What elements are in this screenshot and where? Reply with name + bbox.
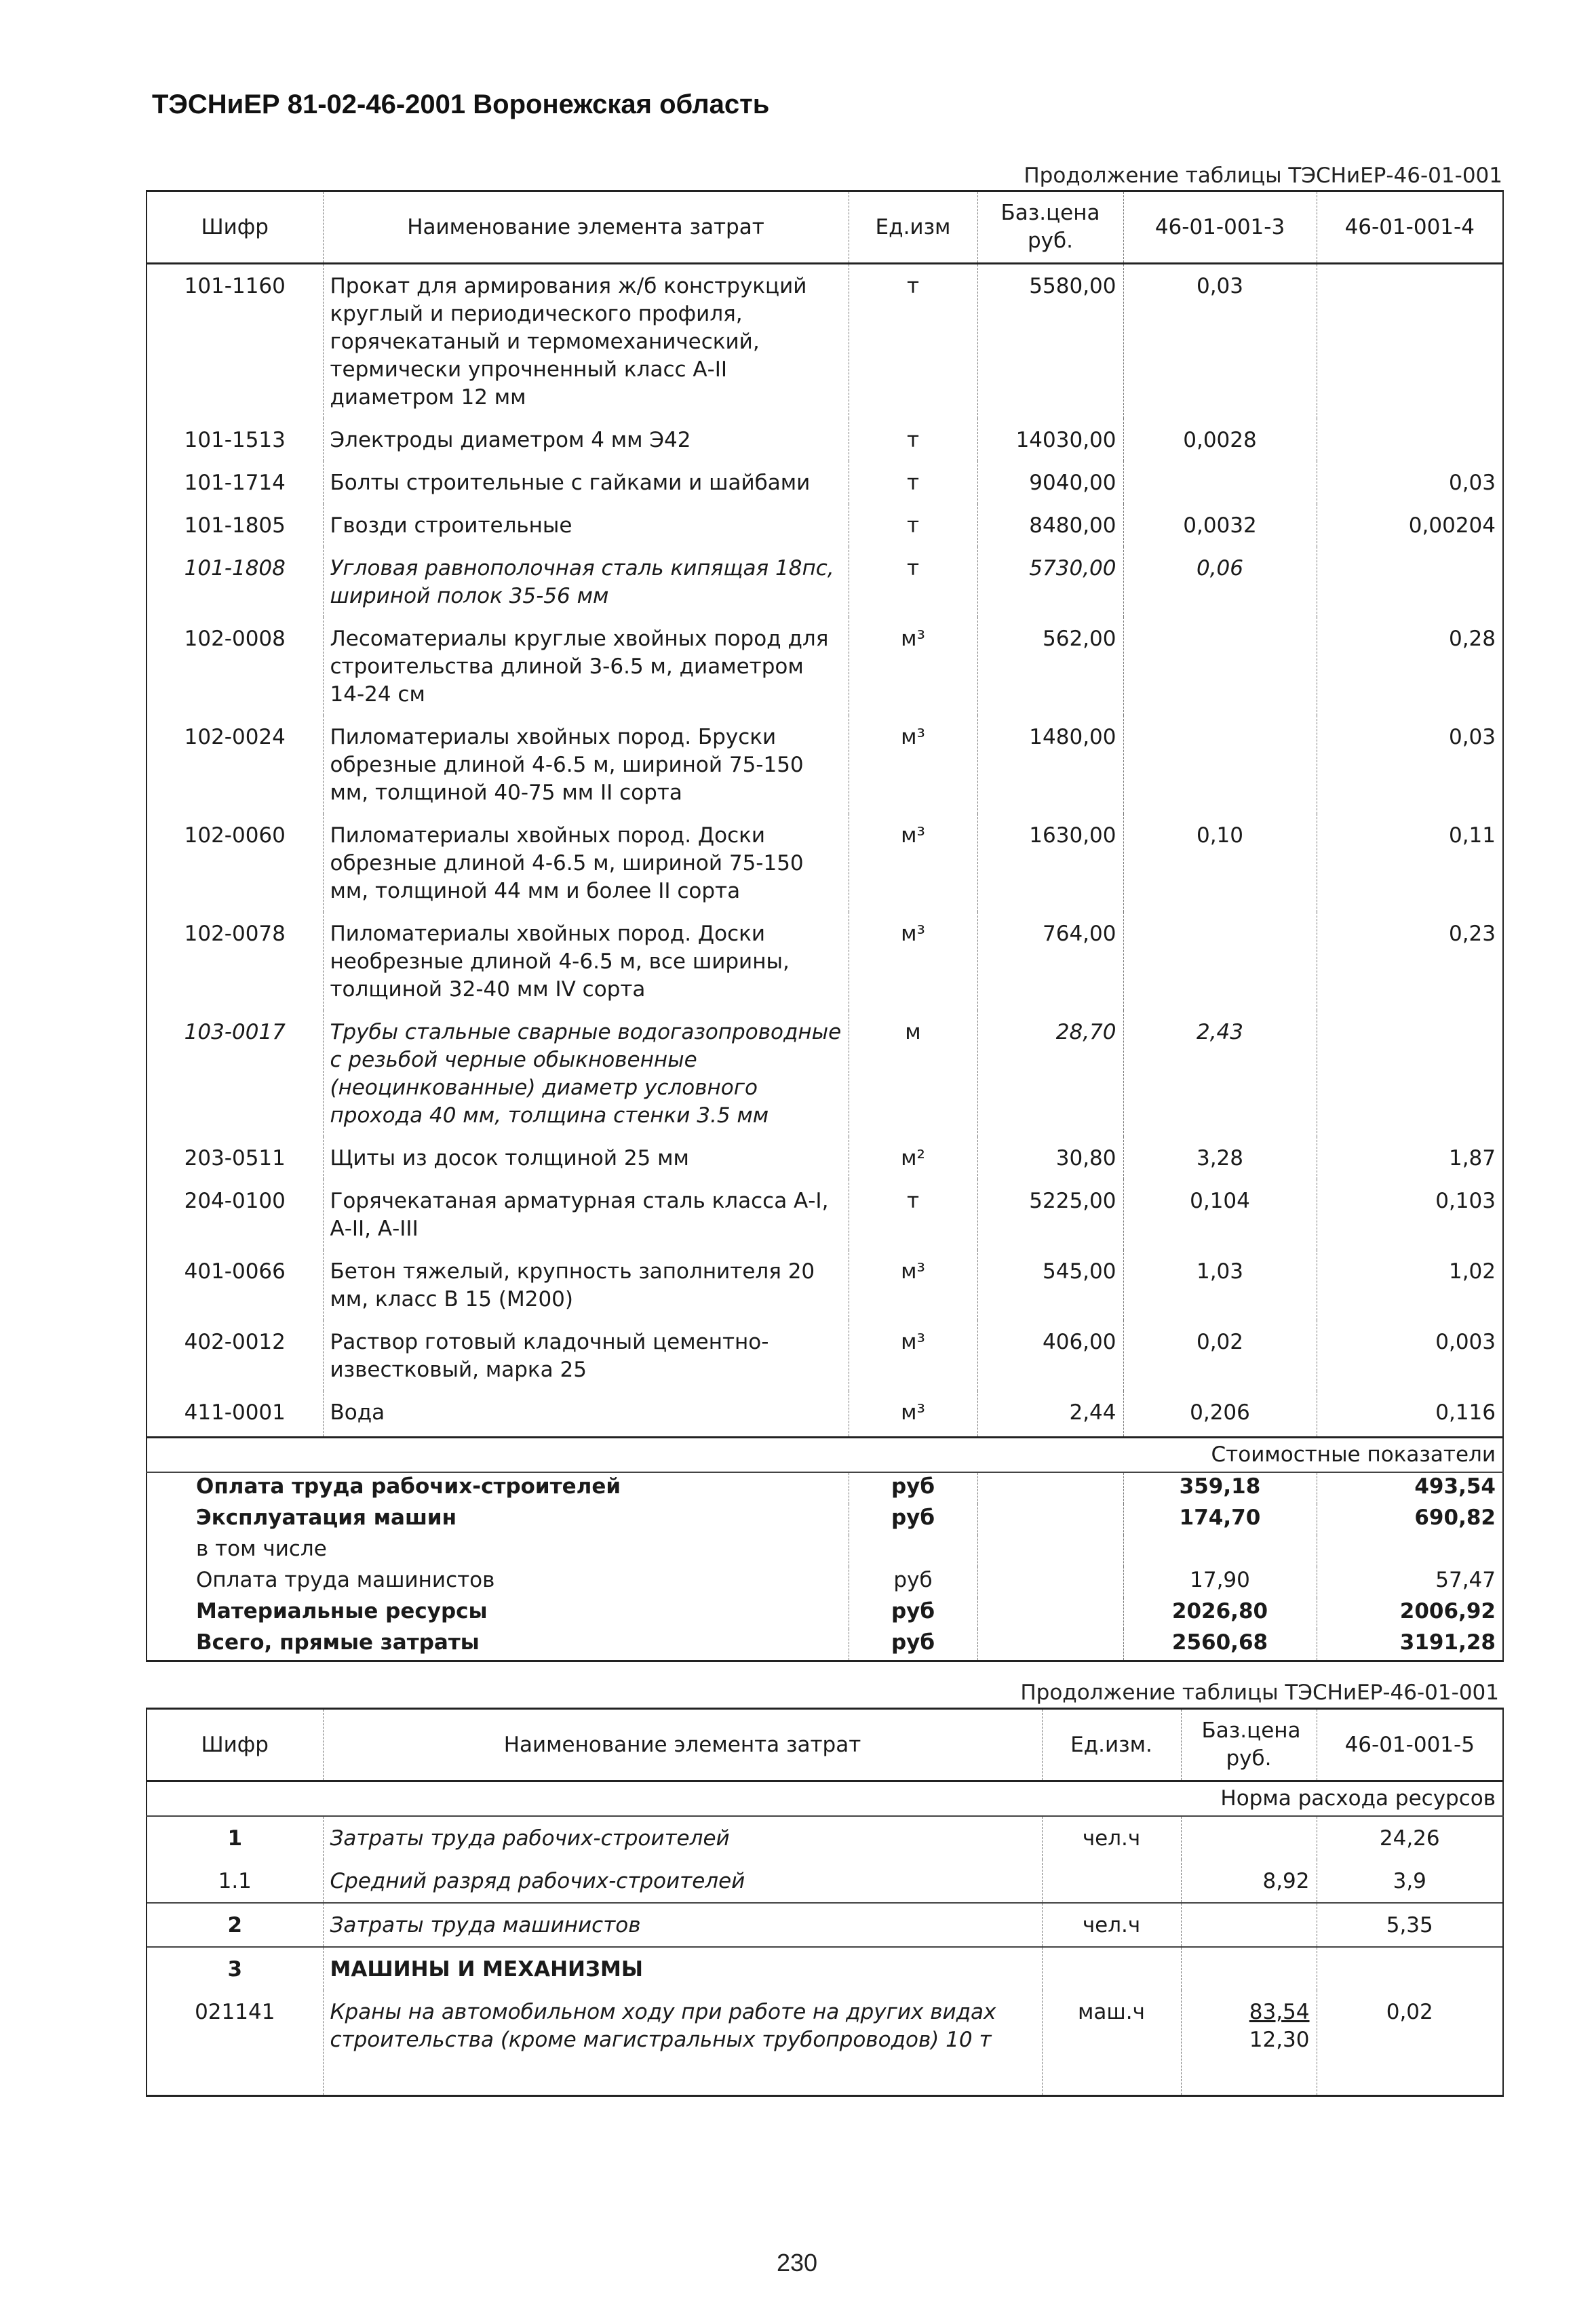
cell-value-1: 0,104 <box>1123 1179 1317 1250</box>
cell-price: 1480,00 <box>977 715 1123 814</box>
cell-value-2: 0,11 <box>1317 814 1503 912</box>
table-row <box>147 264 1503 419</box>
cell-code: 1 <box>147 1816 323 1859</box>
cell-name: Гвозди строительные <box>323 504 849 547</box>
cell-value-2 <box>1317 1010 1503 1137</box>
summary-empty <box>977 1472 1123 1504</box>
cell-code: 401-0066 <box>147 1250 323 1320</box>
summary-row <box>147 1472 1503 1504</box>
resources-table-2 <box>146 1708 1504 2097</box>
page-number: 230 <box>776 2249 818 2277</box>
cell-price: 2,44 <box>977 1391 1123 1438</box>
cell-value-2: 0,00204 <box>1317 504 1503 547</box>
summary-value-2: 3191,28 <box>1317 1629 1503 1661</box>
summary-value-2: 2006,92 <box>1317 1598 1503 1629</box>
table-row <box>147 1816 1503 1859</box>
cell-price: 5580,00 <box>977 264 1123 419</box>
cell-name: Угловая равнополочная сталь кипящая 18пс, шириной полок 35-56 мм <box>323 547 849 617</box>
table2-caption: Продолжение таблицы ТЭСНиЕР-46-01-001 <box>1020 1680 1499 1705</box>
summary-row <box>147 1535 1503 1567</box>
cell-code: 101-1160 <box>147 264 323 419</box>
summary-label: в том числе <box>147 1535 849 1567</box>
cell-value-1 <box>1317 1947 1503 1990</box>
cell-value-2: 1,87 <box>1317 1137 1503 1179</box>
cell-unit: чел.ч <box>1042 1903 1181 1947</box>
summary-label: Оплата труда рабочих-строителей <box>147 1472 849 1504</box>
cell-price: 30,80 <box>977 1137 1123 1179</box>
cell-unit: м³ <box>849 715 977 814</box>
cell-unit: м <box>849 1010 977 1137</box>
cell-value-2: 0,03 <box>1317 461 1503 504</box>
cell-price: 8480,00 <box>977 504 1123 547</box>
cell-price: 545,00 <box>977 1250 1123 1320</box>
cell-value-2: 1,02 <box>1317 1250 1503 1320</box>
cell-value-1: 5,35 <box>1317 1903 1503 1947</box>
cell-value-1 <box>1123 912 1317 1010</box>
cell-value-2 <box>1317 264 1503 419</box>
summary-empty <box>977 1535 1123 1567</box>
cell-unit: м³ <box>849 617 977 715</box>
table-row <box>147 1250 1503 1320</box>
cell-name: Затраты труда машинистов <box>323 1903 1042 1947</box>
table-row <box>147 715 1503 814</box>
cell-price: 562,00 <box>977 617 1123 715</box>
cell-unit: т <box>849 461 977 504</box>
cell-value-1: 0,02 <box>1317 1990 1503 2096</box>
cell-code: 2 <box>147 1903 323 1947</box>
cell-name: Затраты труда рабочих-строителей <box>323 1816 1042 1859</box>
cell-name: Болты строительные с гайками и шайбами <box>323 461 849 504</box>
cell-name: Бетон тяжелый, крупность заполнителя 20 мм, класс В 15 (М200) <box>323 1250 849 1320</box>
cell-name: Раствор готовый кладочный цементно-известковый, марка 25 <box>323 1320 849 1391</box>
cell-price <box>1181 1859 1317 1903</box>
cell-code: 402-0012 <box>147 1320 323 1391</box>
cell-price: 9040,00 <box>977 461 1123 504</box>
table-row <box>147 1990 1503 2096</box>
table-row <box>147 617 1503 715</box>
cell-value-2: 0,003 <box>1317 1320 1503 1391</box>
cell-price: 28,70 <box>977 1010 1123 1137</box>
cell-code: 103-0017 <box>147 1010 323 1137</box>
summary-label: Всего, прямые затраты <box>147 1629 849 1661</box>
table-row <box>147 1947 1503 1990</box>
header-code: Шифр <box>147 191 323 264</box>
header-col1: 46-01-001-3 <box>1123 191 1317 264</box>
cell-name: Прокат для армирования ж/б конструкций круглый и периодического профиля, горячекатаный и термомеханический, термически упрочненный класс А-II диаметром 12 мм <box>323 264 849 419</box>
cell-value-1: 0,10 <box>1123 814 1317 912</box>
header-code: Шифр <box>147 1709 323 1781</box>
header-name: Наименование элемента затрат <box>323 1709 1042 1781</box>
header-unit: Ед.изм <box>849 191 977 264</box>
cell-value-2 <box>1317 547 1503 617</box>
cell-value-1: 0,0028 <box>1123 418 1317 461</box>
cell-name: Вода <box>323 1391 849 1438</box>
cell-price <box>1181 1903 1317 1947</box>
cell-code: 204-0100 <box>147 1179 323 1250</box>
cell-name: Краны на автомобильном ходу при работе на других видах строительства (кроме магистральных трубопроводов) 10 т <box>323 1990 1042 2096</box>
cell-unit: м³ <box>849 814 977 912</box>
summary-value-2: 690,82 <box>1317 1504 1503 1535</box>
cell-code: 102-0078 <box>147 912 323 1010</box>
cell-name: Горячекатаная арматурная сталь класса А-I, А-II, А-III <box>323 1179 849 1250</box>
cell-name: Электроды диаметром 4 мм Э42 <box>323 418 849 461</box>
cell-name: Щиты из досок толщиной 25 мм <box>323 1137 849 1179</box>
cell-price: 5730,00 <box>977 547 1123 617</box>
summary-value-2: 493,54 <box>1317 1472 1503 1504</box>
summary-unit: руб <box>849 1567 977 1598</box>
summary-label: Оплата труда машинистов <box>147 1567 849 1598</box>
cell-unit: м³ <box>849 1250 977 1320</box>
cell-name: Пиломатериалы хвойных пород. Доски необрезные длиной 4-6.5 м, все ширины, толщиной 32-40 мм IV сорта <box>323 912 849 1010</box>
summary-unit: руб <box>849 1598 977 1629</box>
cell-unit: т <box>849 547 977 617</box>
cell-unit: т <box>849 264 977 419</box>
cell-code: 021141 <box>147 1990 323 2096</box>
cell-unit: т <box>849 1179 977 1250</box>
section-header-row <box>147 1781 1503 1817</box>
cell-price: 764,00 <box>977 912 1123 1010</box>
cell-value-2: 0,23 <box>1317 912 1503 1010</box>
section-title: Стоимостные показатели <box>147 1438 1503 1473</box>
cell-name: Пиломатериалы хвойных пород. Доски обрезные длиной 4-6.5 м, шириной 75-150 мм, толщиной 44 мм и более II сорта <box>323 814 849 912</box>
summary-empty <box>977 1598 1123 1629</box>
table-row <box>147 1903 1503 1947</box>
cell-name: МАШИНЫ И МЕХАНИЗМЫ <box>323 1947 1042 1990</box>
table-row <box>147 912 1503 1010</box>
table-header <box>147 191 1503 264</box>
cell-value-1: 3,9 <box>1317 1859 1503 1903</box>
table-row <box>147 418 1503 461</box>
summary-label: Эксплуатация машин <box>147 1504 849 1535</box>
cell-unit: маш.ч <box>1042 1990 1181 2096</box>
summary-unit: руб <box>849 1504 977 1535</box>
summary-value-1: 2560,68 <box>1123 1629 1317 1661</box>
summary-row <box>147 1504 1503 1535</box>
price-value: 8,92 <box>1262 1869 1310 1893</box>
summary-value-1: 359,18 <box>1123 1472 1317 1504</box>
table-row <box>147 504 1503 547</box>
header-name: Наименование элемента затрат <box>323 191 849 264</box>
table-row <box>147 547 1503 617</box>
cell-value-1: 2,43 <box>1123 1010 1317 1137</box>
cell-value-2: 0,116 <box>1317 1391 1503 1438</box>
summary-value-2: 57,47 <box>1317 1567 1503 1598</box>
cell-unit: т <box>849 418 977 461</box>
cell-value-2: 0,103 <box>1317 1179 1503 1250</box>
cell-value-2: 0,03 <box>1317 715 1503 814</box>
cell-code: 102-0008 <box>147 617 323 715</box>
resources-table-1 <box>146 190 1504 1662</box>
cell-unit: чел.ч <box>1042 1816 1181 1859</box>
cell-unit: м³ <box>849 1391 977 1438</box>
table-row <box>147 1179 1503 1250</box>
summary-row <box>147 1567 1503 1598</box>
summary-row <box>147 1598 1503 1629</box>
summary-empty <box>977 1567 1123 1598</box>
cell-code: 3 <box>147 1947 323 1990</box>
cell-code: 101-1513 <box>147 418 323 461</box>
cell-price: 5225,00 <box>977 1179 1123 1250</box>
cell-value-1: 0,206 <box>1123 1391 1317 1438</box>
header-price: Баз.цена руб. <box>1181 1709 1317 1781</box>
cell-name: Средний разряд рабочих-строителей <box>323 1859 1042 1903</box>
table-header <box>147 1709 1503 1781</box>
cell-code: 102-0024 <box>147 715 323 814</box>
price-value-2: 12,30 <box>1249 2028 1310 2052</box>
header-col1: 46-01-001-5 <box>1317 1709 1503 1781</box>
cell-code: 101-1714 <box>147 461 323 504</box>
page-title: ТЭСНиЕР 81-02-46-2001 Воронежская область <box>152 90 770 119</box>
cell-value-1 <box>1123 617 1317 715</box>
cell-value-1: 0,06 <box>1123 547 1317 617</box>
cell-code: 102-0060 <box>147 814 323 912</box>
cell-name: Пиломатериалы хвойных пород. Бруски обрезные длиной 4-6.5 м, шириной 75-150 мм, толщиной 40-75 мм II сорта <box>323 715 849 814</box>
section-header-row <box>147 1438 1503 1473</box>
summary-row <box>147 1629 1503 1661</box>
summary-value-1 <box>1123 1535 1317 1567</box>
price-value: 83,54 <box>1249 2000 1310 2024</box>
cell-name: Лесоматериалы круглые хвойных пород для строительства длиной 3-6.5 м, диаметром 14-24 см <box>323 617 849 715</box>
cell-code: 203-0511 <box>147 1137 323 1179</box>
cell-price <box>1181 1816 1317 1859</box>
cell-value-1: 0,0032 <box>1123 504 1317 547</box>
cell-value-1: 24,26 <box>1317 1816 1503 1859</box>
cell-code: 411-0001 <box>147 1391 323 1438</box>
summary-unit: руб <box>849 1472 977 1504</box>
section-title: Норма расхода ресурсов <box>147 1781 1503 1817</box>
summary-value-1: 2026,80 <box>1123 1598 1317 1629</box>
cell-value-1 <box>1123 715 1317 814</box>
cell-value-1: 0,02 <box>1123 1320 1317 1391</box>
header-unit: Ед.изм. <box>1042 1709 1181 1781</box>
table-row <box>147 1010 1503 1137</box>
cell-price: 406,00 <box>977 1320 1123 1391</box>
cell-price <box>1181 1990 1317 2096</box>
table-row <box>147 1859 1503 1903</box>
table-row <box>147 461 1503 504</box>
table-row <box>147 1391 1503 1438</box>
summary-label: Материальные ресурсы <box>147 1598 849 1629</box>
cell-value-1: 1,03 <box>1123 1250 1317 1320</box>
cell-unit <box>1042 1859 1181 1903</box>
cell-price <box>1181 1947 1317 1990</box>
summary-empty <box>977 1504 1123 1535</box>
cell-price: 1630,00 <box>977 814 1123 912</box>
table1-caption: Продолжение таблицы ТЭСНиЕР-46-01-001 <box>1024 163 1502 188</box>
cell-unit: м² <box>849 1137 977 1179</box>
cell-price: 14030,00 <box>977 418 1123 461</box>
summary-value-1: 17,90 <box>1123 1567 1317 1598</box>
cell-unit: м³ <box>849 1320 977 1391</box>
summary-value-2 <box>1317 1535 1503 1567</box>
cell-code: 101-1805 <box>147 504 323 547</box>
table-row <box>147 1320 1503 1391</box>
header-price: Баз.цена руб. <box>977 191 1123 264</box>
header-col2: 46-01-001-4 <box>1317 191 1503 264</box>
cell-value-1 <box>1123 461 1317 504</box>
summary-empty <box>977 1629 1123 1661</box>
summary-unit <box>849 1535 977 1567</box>
cell-unit: м³ <box>849 912 977 1010</box>
cell-value-2 <box>1317 418 1503 461</box>
cell-name: Трубы стальные сварные водогазопроводные с резьбой черные обыкновенные (неоцинкованные) диаметр условного прохода 40 мм, толщина стенки 3.5 мм <box>323 1010 849 1137</box>
cell-value-2: 0,28 <box>1317 617 1503 715</box>
table-row <box>147 814 1503 912</box>
cell-unit: т <box>849 504 977 547</box>
cell-value-1: 0,03 <box>1123 264 1317 419</box>
cell-unit <box>1042 1947 1181 1990</box>
summary-value-1: 174,70 <box>1123 1504 1317 1535</box>
cell-code: 101-1808 <box>147 547 323 617</box>
summary-unit: руб <box>849 1629 977 1661</box>
cell-value-1: 3,28 <box>1123 1137 1317 1179</box>
table-row <box>147 1137 1503 1179</box>
cell-code: 1.1 <box>147 1859 323 1903</box>
